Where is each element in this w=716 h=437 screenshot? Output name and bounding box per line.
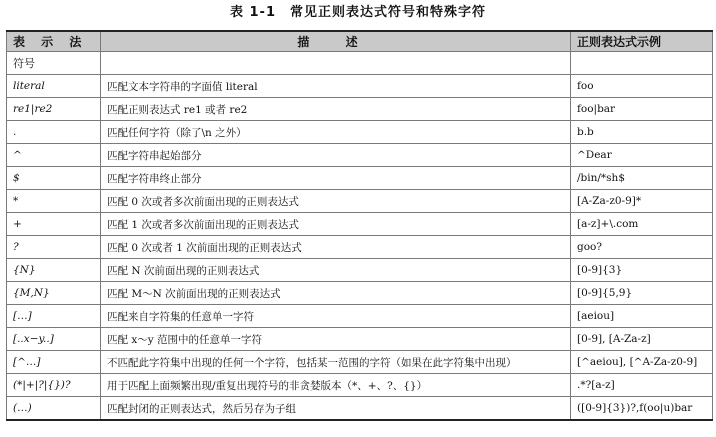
table-row [7,167,713,190]
row-description: 匹配文本字符串的字面值 literal [101,75,571,98]
row-description: 匹配字符串起始部分 [101,144,571,167]
row-example: .*?[a-z] [571,374,713,397]
table-row [7,351,713,374]
table-row [7,75,713,98]
row-example: foo [571,75,713,98]
row-example: goo? [571,236,713,259]
row-example: [0-9]{5,9} [571,282,713,305]
table-row [7,190,713,213]
row-example: [0-9], [A-Za-z] [571,328,713,351]
section-spacer [571,52,713,75]
row-description: 匹配任何字符（除了\n 之外） [101,121,571,144]
row-notation: […] [7,305,101,328]
row-notation: (*|+|?|{})? [7,374,101,397]
row-notation: re1|re2 [7,98,101,121]
row-description: 匹配 0 次或者多次前面出现的正则表达式 [101,190,571,213]
row-description: 匹配 0 次或者 1 次前面出现的正则表达式 [101,236,571,259]
row-notation: + [7,213,101,236]
row-description: 不匹配此字符集中出现的任何一个字符，包括某一范围的字符（如果在此字符集中出现） [101,351,571,374]
row-example: [a-z]+\.com [571,213,713,236]
row-notation: * [7,190,101,213]
table-row [7,213,713,236]
row-description: 匹配封闭的正则表达式，然后另存为子组 [101,397,571,421]
row-description: 匹配来自字符集的任意单一字符 [101,305,571,328]
regex-symbol-table [6,30,713,421]
table-row [7,236,713,259]
row-example: ^Dear [571,144,713,167]
row-example: foo|bar [571,98,713,121]
section-row [7,52,713,75]
row-description: 匹配 x～y 范围中的任意单一字符 [101,328,571,351]
table-row [7,98,713,121]
table-row [7,397,713,421]
row-example: [0-9]{3} [571,259,713,282]
row-notation: ^ [7,144,101,167]
row-notation: {N} [7,259,101,282]
section-spacer [101,52,571,75]
table-row [7,374,713,397]
row-example: [A-Za-z0-9]* [571,190,713,213]
section-label: 符号 [7,52,101,75]
row-notation: . [7,121,101,144]
row-notation: ? [7,236,101,259]
row-description: 匹配字符串终止部分 [101,167,571,190]
row-notation: $ [7,167,101,190]
row-notation: literal [7,75,101,98]
table-row [7,259,713,282]
row-example: /bin/*sh$ [571,167,713,190]
row-description: 匹配正则表达式 re1 或者 re2 [101,98,571,121]
row-description: 匹配 M～N 次前面出现的正则表达式 [101,282,571,305]
row-example: [aeiou] [571,305,713,328]
row-notation: {M,N} [7,282,101,305]
header-example: 正则表达式示例 [571,31,713,52]
row-example: [^aeiou], [^A-Za-z0-9] [571,351,713,374]
table-row [7,144,713,167]
row-notation: (…) [7,397,101,421]
row-notation: [..x−y..] [7,328,101,351]
table-header-row [7,31,713,52]
header-description: 描 述 [101,31,571,52]
table-row [7,305,713,328]
row-description: 匹配 1 次或者多次前面出现的正则表达式 [101,213,571,236]
row-example: ([0-9]{3})?,f(oo|u)bar [571,397,713,421]
row-description: 匹配 N 次前面出现的正则表达式 [101,259,571,282]
row-example: b.b [571,121,713,144]
table-row [7,328,713,351]
table-row [7,282,713,305]
table-caption: 表 1-1 常见正则表达式符号和特殊字符 [229,5,486,20]
table-row [7,121,713,144]
row-notation: [^…] [7,351,101,374]
row-description: 用于匹配上面频繁出现/重复出现符号的非贪婪版本（*、+、?、{}） [101,374,571,397]
header-notation: 表 示 法 [7,31,101,52]
